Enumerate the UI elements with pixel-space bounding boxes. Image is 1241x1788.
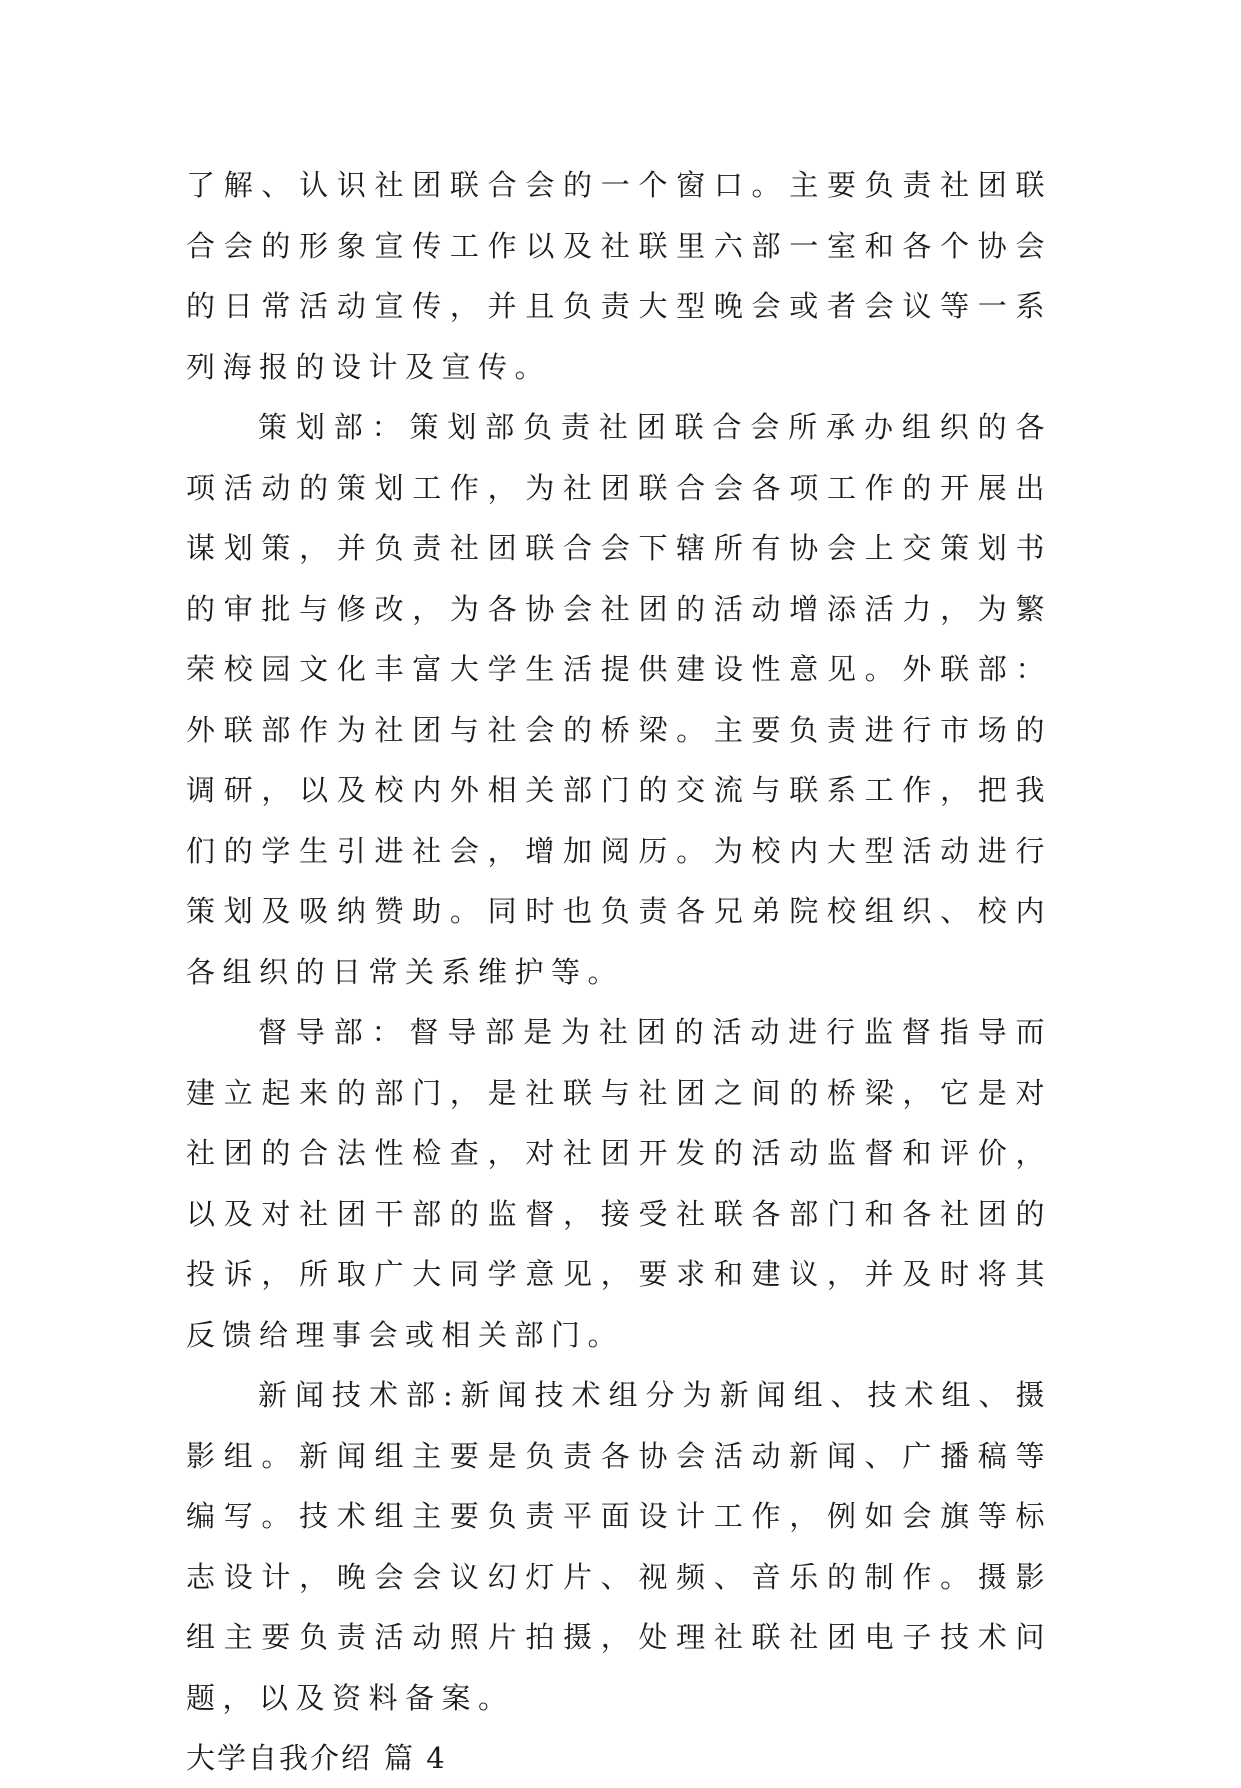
paragraph-publicity: 了解、认识社团联合会的一个窗口。主要负责社团联合会的形象宣传工作以及社联里六部一室和各个协会的日常活动宣传，并且负责大型晚会或者会议等一系列海报的设计及宣传。 [186,168,1052,384]
paragraph-planning-and-external: 策划部：策划部负责社团联合会所承办组织的各项活动的策划工作，为社团联合会各项工作的开展出谋划策，并负责社团联合会下辖所有协会上交策划书的审批与修改，为各协会社团的活动增添活力，为繁荣校园文化丰富大学生活提供建设性意见。外联部：外联部作为社团与社会的桥梁。主要负责进行市场的调研，以及校内外相关部门的交流与联系工作，把我们的学生引进社会，增加阅历。为校内大型活动进行策划及吸纳赞助。同时也负责各兄弟院校组织、校内各组织的日常关系维护等。 [186,410,1052,989]
section-heading-title: 大学自我介绍 [186,1741,373,1775]
section-heading-number: 篇 4 [384,1741,447,1775]
paragraph-supervision: 督导部：督导部是为社团的活动进行监督指导而建立起来的部门，是社联与社团之间的桥梁，它是对社团的合法性检查，对社团开发的活动监督和评价，以及对社团干部的监督，接受社联各部门和各社团的投诉，所取广大同学意见，要求和建议，并及时将其反馈给理事会或相关部门。 [186,1015,1052,1352]
document-body [186,155,1052,1788]
section-heading [186,1728,1052,1788]
paragraph-news-technology: 新闻技术部:新闻技术组分为新闻组、技术组、摄影组。新闻组主要是负责各协会活动新闻、广播稿等编写。技术组主要负责平面设计工作，例如会旗等标志设计，晚会会议幻灯片、视频、音乐的制作。摄影组主要负责活动照片拍摄，处理社联社团电子技术问题，以及资料备案。 [186,1378,1052,1715]
